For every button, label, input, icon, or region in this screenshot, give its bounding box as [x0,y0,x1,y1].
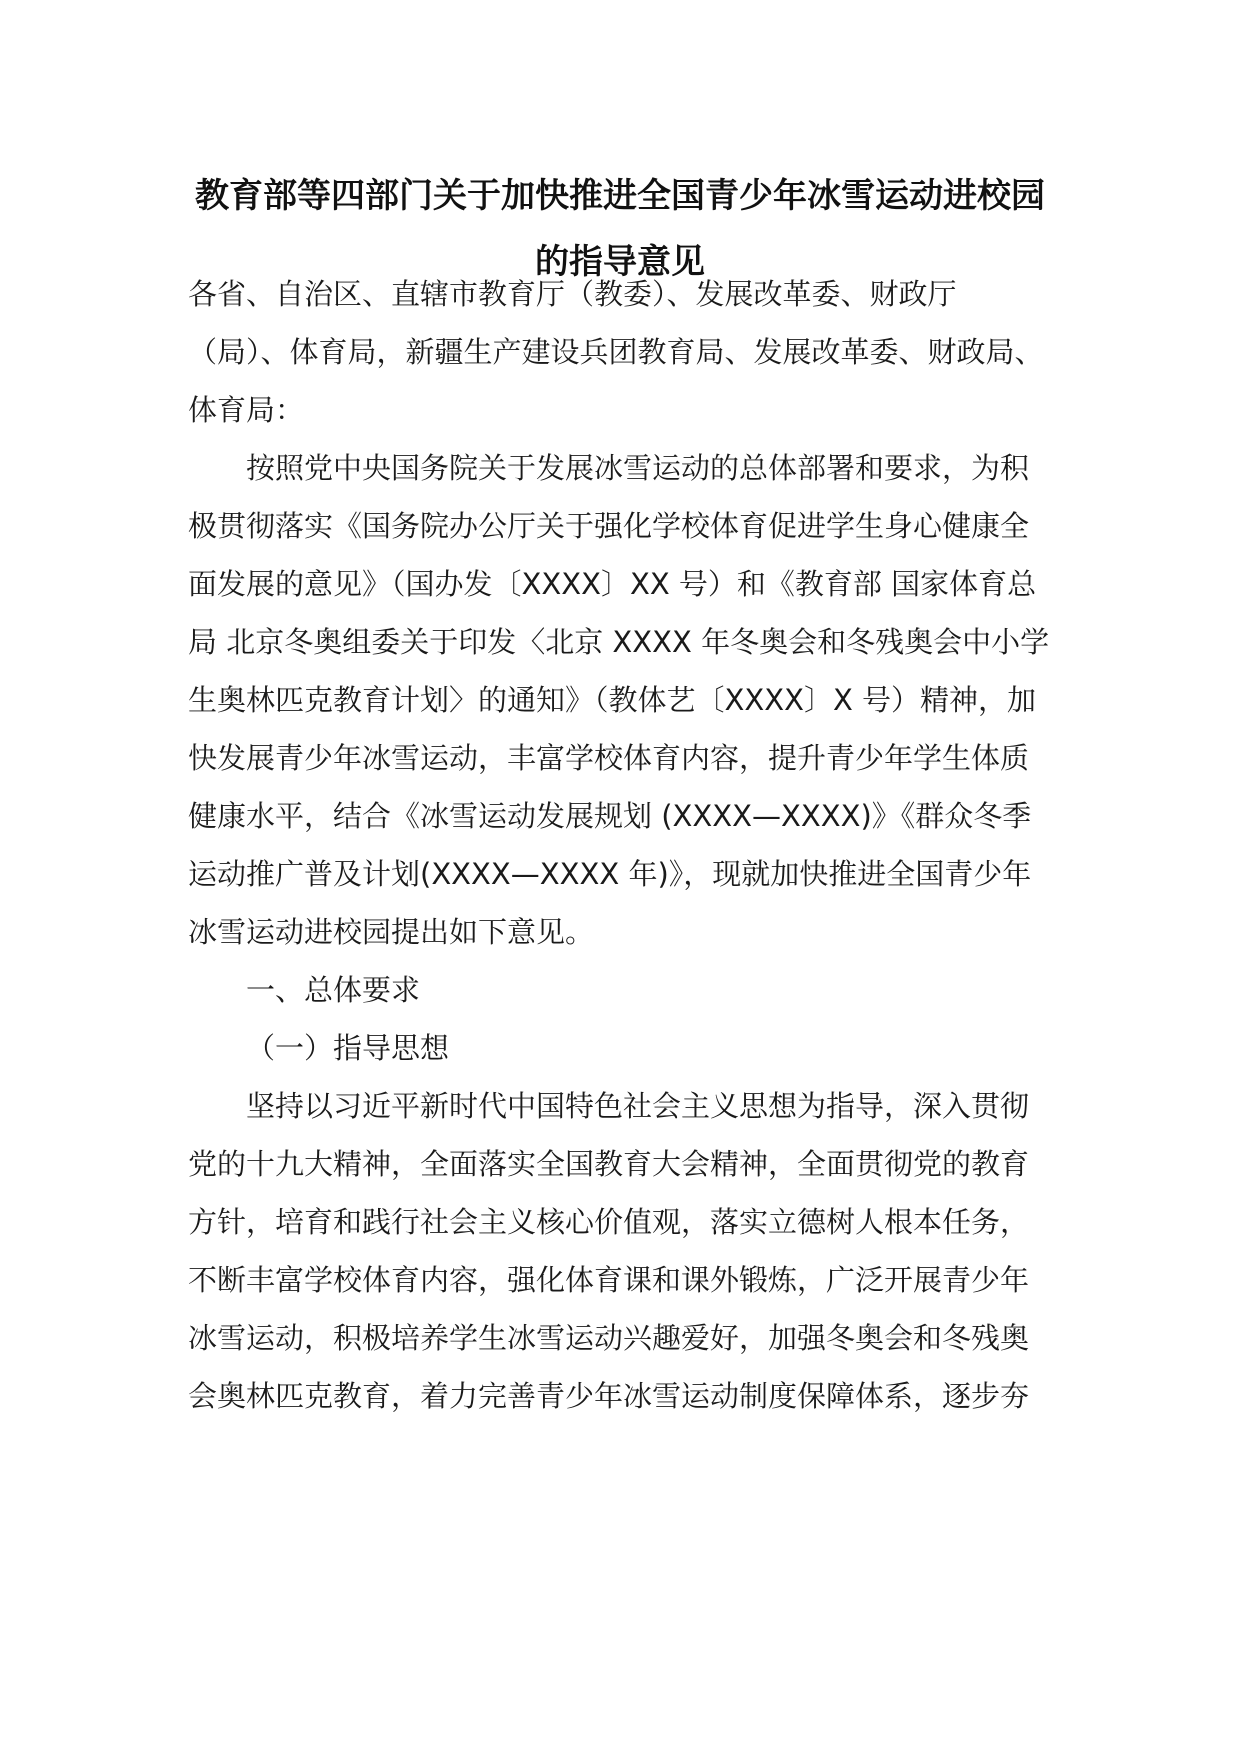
intro-line: 生奥林匹克教育计划〉的通知》（教体艺〔XXXX〕X 号）精神，加 [188,683,1037,717]
intro-line: 健康水平，结合《冰雪运动发展规划 (XXXX—XXXX)》《群众冬季 [188,799,1032,833]
section-heading: 一、总体要求 [246,973,421,1007]
subsection-heading: （一）指导思想 [246,1031,450,1065]
intro-line: 极贯彻落实《国务院办公厅关于强化学校体育促进学生身心健康全 [188,509,1030,543]
guiding-line: 冰雪运动，积极培养学生冰雪运动兴趣爱好，加强冬奥会和冬残奥 [188,1321,1030,1355]
intro-line: 局 北京冬奥组委关于印发〈北京 XXXX 年冬奥会和冬残奥会中小学 [188,625,1050,659]
addressee-line: 体育局： [188,393,305,427]
intro-line: 面发展的意见》（国办发〔XXXX〕XX 号）和《教育部 国家体育总 [188,567,1037,601]
intro-line: 冰雪运动进校园提出如下意见。 [188,915,595,949]
guiding-line: 不断丰富学校体育内容，强化体育课和课外锻炼，广泛开展青少年 [188,1263,1030,1297]
guiding-line: 党的十九大精神，全面落实全国教育大会精神，全面贯彻党的教育 [188,1147,1030,1181]
document-title-line-2: 的指导意见 [535,242,705,282]
document-title-line-1: 教育部等四部门关于加快推进全国青少年冰雪运动进校园 [195,176,1045,216]
guiding-line: 会奥林匹克教育，着力完善青少年冰雪运动制度保障体系，逐步夯 [188,1379,1030,1413]
intro-line: 按照党中央国务院关于发展冰雪运动的总体部署和要求，为积 [246,451,1030,485]
intro-line: 运动推广普及计划(XXXX—XXXX 年)》，现就加快推进全国青少年 [188,857,1032,891]
guiding-line: 坚持以习近平新时代中国特色社会主义思想为指导，深入贯彻 [246,1089,1030,1123]
addressee-line: （局）、体育局，新疆生产建设兵团教育局、发展改革委、财政局、 [188,335,1044,369]
intro-line: 快发展青少年冰雪运动，丰富学校体育内容，提升青少年学生体质 [188,741,1030,775]
guiding-line: 方针，培育和践行社会主义核心价值观，落实立德树人根本任务， [188,1205,1030,1239]
addressee-line: 各省、自治区、直辖市教育厅（教委）、发展改革委、财政厅 [188,277,957,311]
